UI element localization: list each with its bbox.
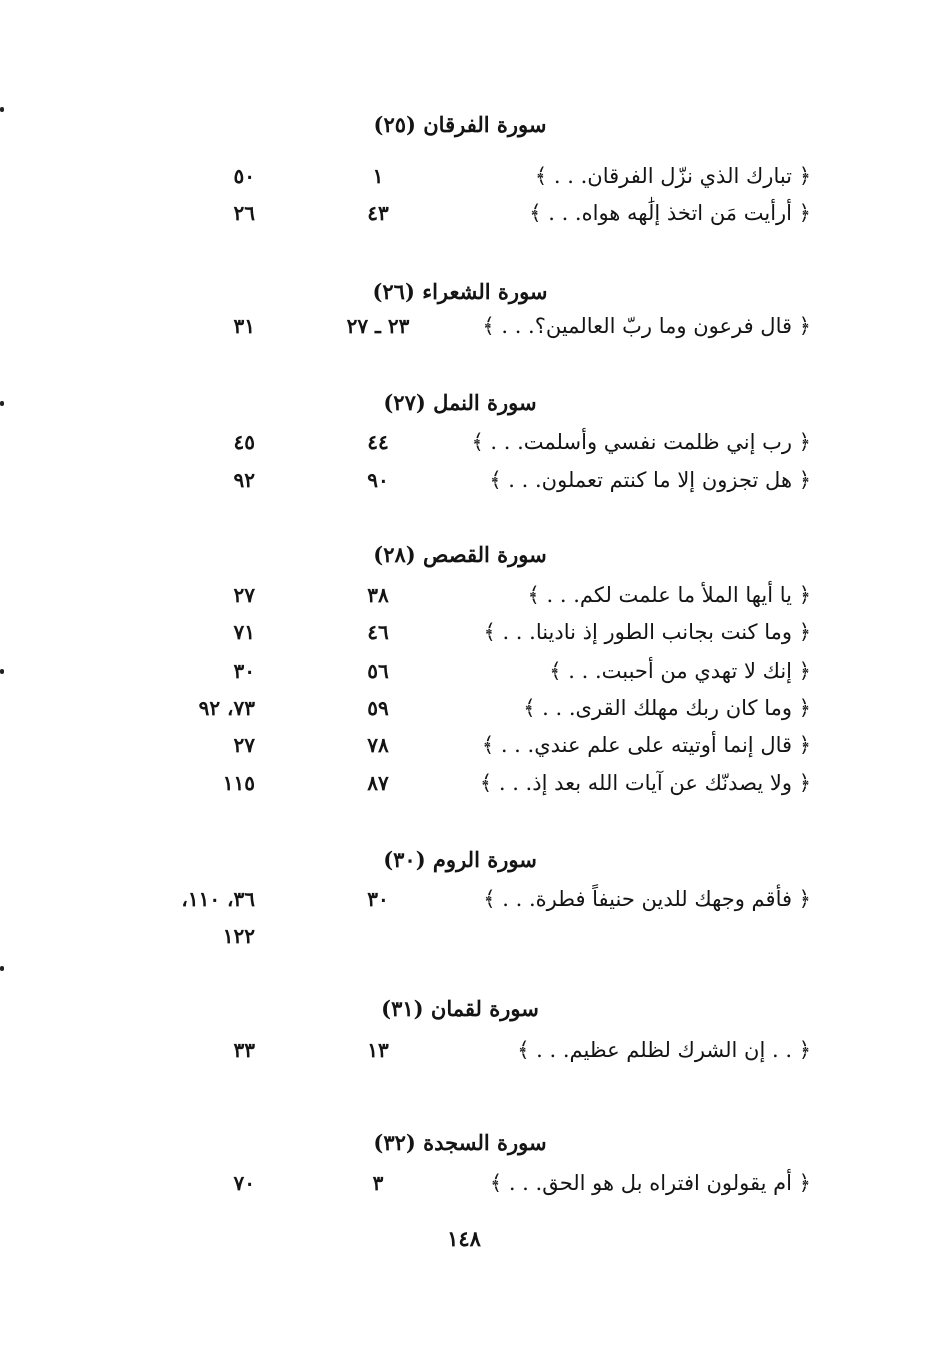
index-entry [0,733,927,767]
page-references: ٣٣ [233,1038,255,1062]
page-references: ١١٥ [222,771,255,795]
verse-text: ﴿ . . إن الشرك لظلم عظيم. . . ﴾ [517,1038,811,1062]
verse-text: ﴿ رب إني ظلمت نفسي وأسلمت. . . ﴾ [471,430,811,454]
index-entry [0,468,927,502]
index-entry [0,696,927,730]
ayah-number: ٣٠ [367,887,389,911]
verse-text: ﴿ يا أيها الملأ ما علمت لكم. . . ﴾ [527,583,811,607]
verse-text: ﴿ أرأيت مَن اتخذ إلَٰهه هواه. . . ﴾ [529,201,811,225]
surah-heading: سورة الفرقان (٢٥) [373,112,547,137]
surah-heading: سورة النمل (٢٧) [383,390,537,415]
ayah-number: ٤٣ [367,201,389,225]
ayah-number: ٤٤ [367,430,389,454]
index-entry-continuation [0,924,927,958]
surah-heading: سورة الشعراء (٢٦) [372,279,548,304]
page-references: ٣٦، ١١٠، [181,887,255,911]
page-references: ٣١ [233,314,255,338]
verse-text: ﴿ إنك لا تهدي من أحببت. . . ﴾ [549,659,811,683]
page-references: ٣٠ [233,659,255,683]
page-references: ٧١ [233,620,255,644]
verse-text: ﴿ ولا يصدنّك عن آيات الله بعد إذ. . . ﴾ [479,771,811,795]
ayah-number: ٤٦ [367,620,389,644]
ayah-number: ٥٩ [367,696,389,720]
index-entry [0,1171,927,1205]
ayah-number: ٣٨ [367,583,389,607]
index-entry [0,620,927,654]
surah-heading: سورة الروم (٣٠) [383,847,537,872]
index-entry [0,583,927,617]
index-entry [0,887,927,921]
verse-text: ﴿ وما كان ربك مهلك القرى. . . ﴾ [523,696,811,720]
index-entry [0,1038,927,1072]
surah-heading: سورة لقمان (٣١) [381,996,539,1021]
margin-speck [0,669,4,674]
verse-text: ﴿ قال إنما أوتيته على علم عندي. . . ﴾ [481,733,811,757]
ayah-number: ٥٦ [367,659,389,683]
page-references: ٩٢ [233,468,255,492]
index-entry [0,164,927,198]
index-entry [0,430,927,464]
page-number: ١٤٨ [447,1226,481,1251]
ayah-number: ١ [372,164,384,188]
page-references: ١٢٢ [222,924,255,948]
page-references: ٢٧ [233,583,255,607]
verse-text: ﴿ وما كنت بجانب الطور إذ نادينا. . . ﴾ [483,620,811,644]
ayah-number: ٣ [372,1171,384,1195]
verse-text: ﴿ فأقم وجهك للدين حنيفاً فطرة. . . ﴾ [483,887,811,911]
index-entry [0,771,927,805]
verse-text: ﴿ قال فرعون وما ربّ العالمين؟. . . ﴾ [482,314,811,338]
margin-speck [0,401,4,406]
verse-text: ﴿ أم يقولون افتراه بل هو الحق. . . ﴾ [489,1171,811,1195]
page-references: ٧٣، ٩٢ [198,696,255,720]
ayah-number: ١٣ [367,1038,389,1062]
index-entry [0,659,927,693]
page-references: ٢٧ [233,733,255,757]
surah-heading: سورة القصص (٢٨) [373,542,547,567]
ayah-number: ٢٣ ـ ٢٧ [346,314,410,338]
margin-speck [0,966,4,971]
surah-heading: سورة السجدة (٣٢) [373,1130,547,1155]
index-entry [0,314,927,348]
ayah-number: ٩٠ [367,468,389,492]
verse-text: ﴿ هل تجزون إلا ما كنتم تعملون. . . ﴾ [489,468,811,492]
page-references: ٧٠ [233,1171,255,1195]
page-references: ٥٠ [233,164,255,188]
page-references: ٢٦ [233,201,255,225]
verse-text: ﴿ تبارك الذي نزّل الفرقان. . . ﴾ [534,164,811,188]
margin-speck [0,107,4,112]
index-entry [0,201,927,235]
ayah-number: ٧٨ [367,733,389,757]
page-references: ٤٥ [233,430,255,454]
ayah-number: ٨٧ [367,771,389,795]
